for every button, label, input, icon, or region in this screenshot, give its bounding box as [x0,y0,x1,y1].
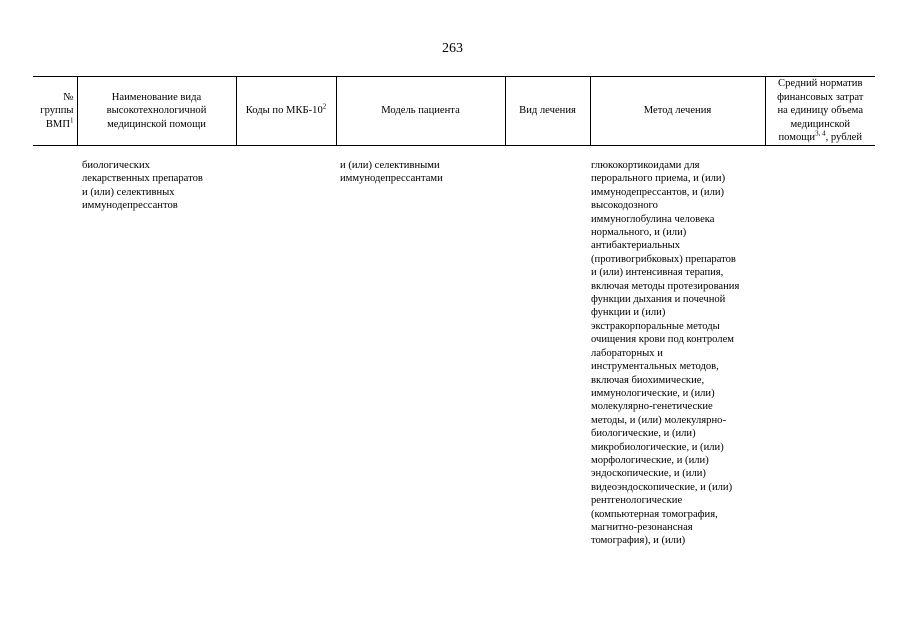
header-cost-standard: Средний норматив финансовых затрат на единицу объема медицинской помощи$^{3, 4}$, рублей [765,77,875,146]
header-care-type-name: Наименование вида высокотехнологичной медицинской помощи [77,77,236,146]
text-line: томография), и (или) [591,535,686,547]
page-number: 263 [442,41,463,56]
text-line: экстракорпоральные методы [591,320,720,332]
text-line: (компьютерная томография, [591,508,718,520]
text-line: иммунодепрессантов [82,200,178,212]
text-line: рентгенологические [591,495,683,507]
text-line: высокодозного [591,200,658,212]
text-line: антибактериальных [591,240,681,252]
text-line: и (или) интенсивная терапия, [591,267,724,279]
text-line: функции и (или) [591,307,666,319]
text-line: микробиологические, и (или) [591,441,724,453]
text-line: лабораторных и [591,347,663,359]
patient-model-cell [340,159,443,186]
text-line: включая методы протезирования [591,280,740,292]
text-line: молекулярно-генетические [591,401,713,413]
text-line: иммунодепрессантов, и (или) [591,186,725,198]
text-line: лекарственных препаратов [82,173,203,185]
header-treatment-type: Вид лечения [505,77,590,146]
text-line: эндоскопические, и (или) [591,468,706,480]
header-patient-model: Модель пациента [336,77,505,146]
header-icd-codes: Коды по МКБ-$10^2$ [236,77,336,146]
text-line: включая биохимические, [591,374,705,386]
text-line: и (или) селективных [82,186,175,198]
text-line: функции дыхания и почечной [591,294,726,306]
header-treatment-method: Метод лечения [590,77,765,146]
text-line: инструментальных методов, [591,361,719,373]
text-line: морфологические, и (или) [591,454,709,466]
text-line: иммуноглобулина человека [591,213,715,225]
table-header [33,76,875,146]
text-line: биологических [82,160,150,171]
text-line: очищения крови под контролем [591,334,734,346]
care-type-name-cell [82,159,203,213]
text-line: видеоэндоскопические, и (или) [591,481,733,493]
text-line: перорального приема, и (или) [591,173,726,185]
text-line: магнитно-резонансная [591,521,693,533]
text-line: нормального, и (или) [591,227,687,239]
text-line: и (или) селективными [340,160,440,171]
text-line: (противогрибковых) препаратов [591,253,736,265]
header-group-number: № группы ВМП$^1$ [33,77,77,146]
treatment-method-cell [591,159,739,548]
text-line: биологические, и (или) [591,428,696,440]
text-line: методы, и (или) молекулярно- [591,414,726,426]
header-row [33,77,875,146]
text-line: иммунологические, и (или) [591,387,715,399]
text-line: иммунодепрессантами [340,173,443,185]
text-line: глюкокортикоидами для [591,160,700,171]
